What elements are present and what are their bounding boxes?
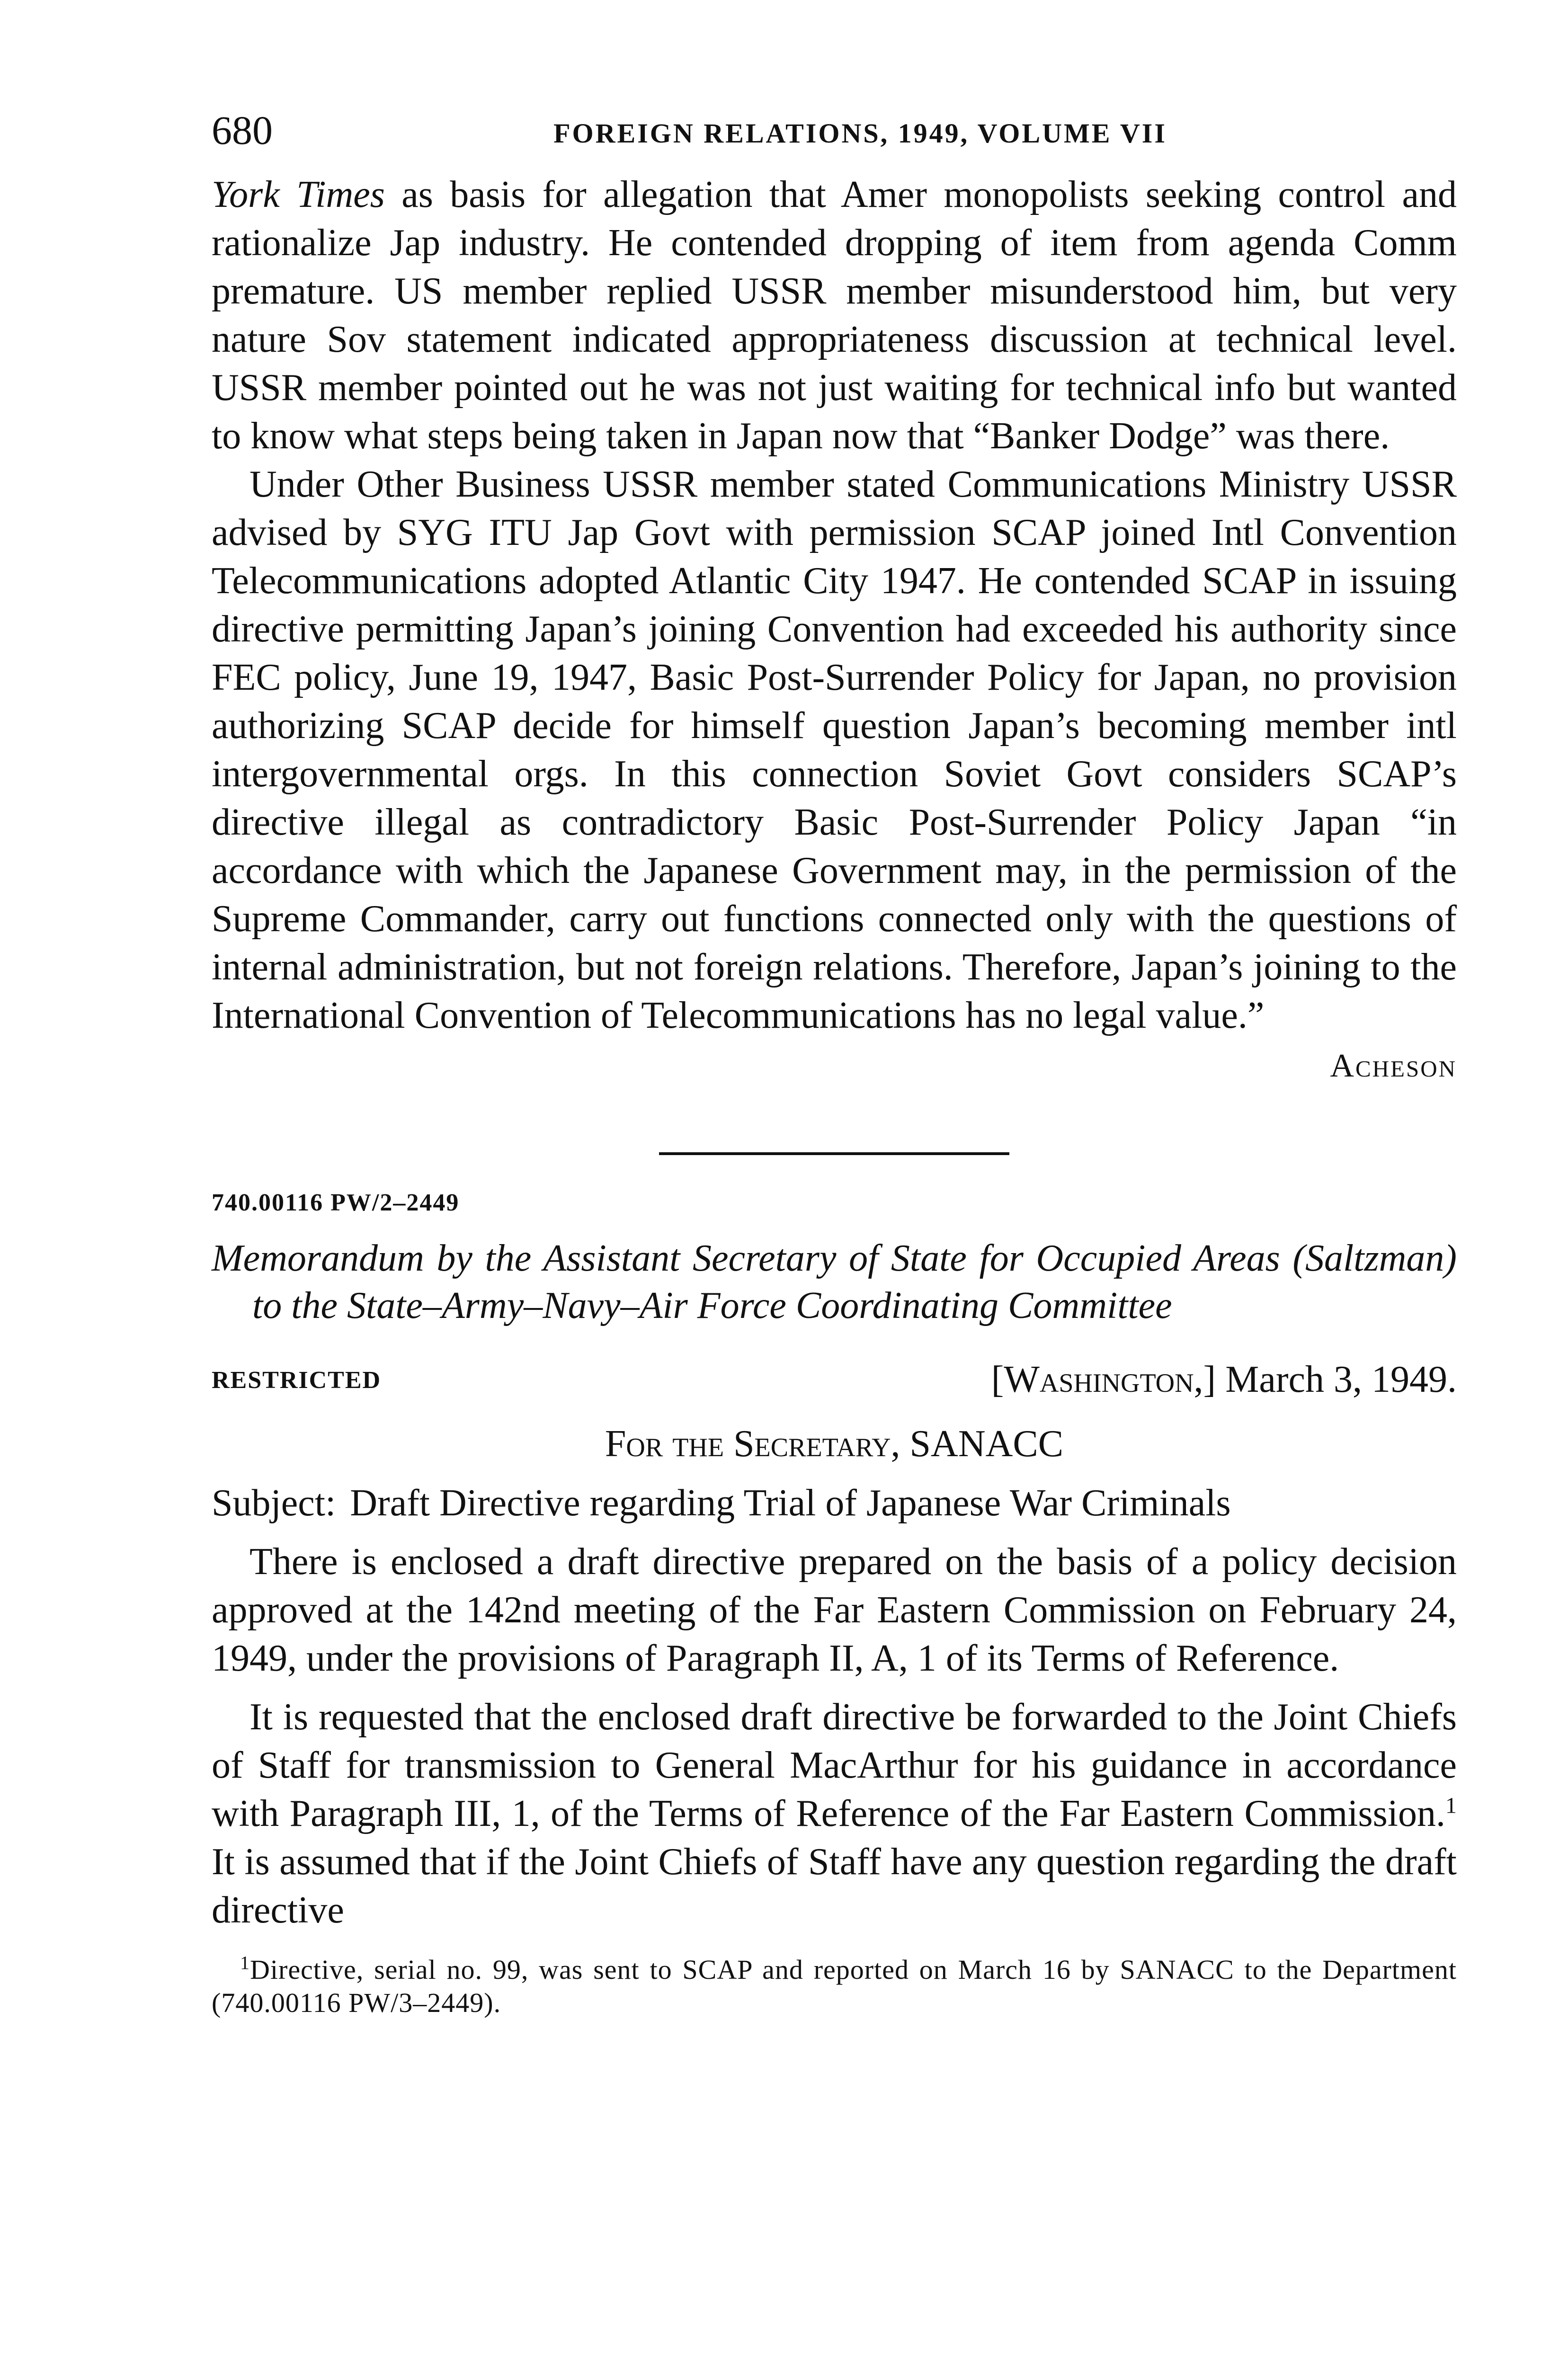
memo-title: Memorandum by the Assistant Secretary of State for Occupied Areas (Saltzman) to the State–Army–Navy–Air Force Coordinating Committee xyxy=(212,1237,1457,1326)
publication-name: York Times xyxy=(212,174,385,215)
footnote xyxy=(212,1953,1457,2020)
section-divider xyxy=(659,1152,1009,1155)
dateline xyxy=(212,1356,1457,1408)
addressee xyxy=(212,1420,1457,1468)
memo-paragraph-2 xyxy=(212,1693,1457,1934)
running-head-title: FOREIGN RELATIONS, 1949, VOLUME VII xyxy=(553,118,1167,149)
memo-place: [Washington,] xyxy=(991,1359,1216,1400)
classification-label: RESTRICTED xyxy=(212,1367,382,1394)
addressee-prefix: For the Secretary, xyxy=(605,1423,900,1465)
document-page xyxy=(212,104,1457,2020)
telegram-paragraph-1 xyxy=(212,170,1457,460)
footnote-text: Directive, serial no. 99, was sent to SCAP and reported on March 16 by SANACC to the Department (740.00116 PW/3–2449). xyxy=(212,1954,1457,2018)
running-head xyxy=(212,104,1457,170)
subject-line xyxy=(212,1479,1457,1527)
subject-label: Subject: xyxy=(212,1482,336,1524)
footnote-reference[interactable]: 1 xyxy=(1445,1793,1457,1818)
file-number: 740.00116 PW/2–2449 xyxy=(212,1189,460,1216)
memo-paragraph-1: There is enclosed a draft directive prepared on the basis of a policy decision approved at the 142nd meeting of the Far Eastern Commission on February 24, 1949, under the provisions of Paragraph II, A, 1 of its Terms of Reference. xyxy=(212,1541,1457,1679)
footnote-mark: 1 xyxy=(240,1952,250,1974)
page-number: 680 xyxy=(212,107,273,153)
telegram-paragraph-2: Under Other Business USSR member stated Communications Ministry USSR advised by SYG ITU Jap Govt with permission SCAP joined Intl Convention Telecommunications adopted Atlantic City 1947. He contended SCAP in issuing directive permitting Japan’s joining Convention had exceeded his authority since FEC policy, June 19, 1947, Basic Post-Surrender Policy for Japan, no provision authorizing SCAP decide for himself question Japan’s becoming member intl intergovernmental orgs. In this connection Soviet Govt considers SCAP’s directive illegal as contradictory Basic Post-Surrender Policy Japan “in accordance with which the Japanese Government may, in the permission of the Supreme Commander, carry out functions connected only with the questions of internal administration, but not foreign relations. Therefore, Japan’s joining to the International Convention of Telecommunications has no legal value.” xyxy=(212,463,1457,1036)
subject-text: Draft Directive regarding Trial of Japanese War Criminals xyxy=(350,1482,1231,1524)
addressee-org: SANACC xyxy=(909,1423,1064,1465)
signature: Acheson xyxy=(1330,1048,1457,1084)
telegram-paragraph-1-text: as basis for allegation that Amer monopolists seeking control and rationalize Jap industry. He contended dropping of item from agenda Comm premature. US member replied USSR member misunderstood him, but very nature Sov statement indicated appropriateness discussion at technical level. USSR member pointed out he was not just waiting for technical info but wanted to know what steps being taken in Japan now that “Banker Dodge” was there. xyxy=(212,174,1457,457)
memo-date-text: March 3, 1949. xyxy=(1225,1359,1457,1400)
memo-paragraph-2-text: It is requested that the enclosed draft directive be forwarded to the Joint Chiefs of Staff for transmission to General MacArthur for his guidance in accordance with Paragraph III, 1, of the Terms of Reference of the Far Eastern Commission. xyxy=(212,1696,1457,1834)
memo-date xyxy=(991,1356,1457,1403)
memo-paragraph-2-continued: It is assumed that if the Joint Chiefs of Staff have any question regarding the draft directive xyxy=(212,1841,1457,1931)
